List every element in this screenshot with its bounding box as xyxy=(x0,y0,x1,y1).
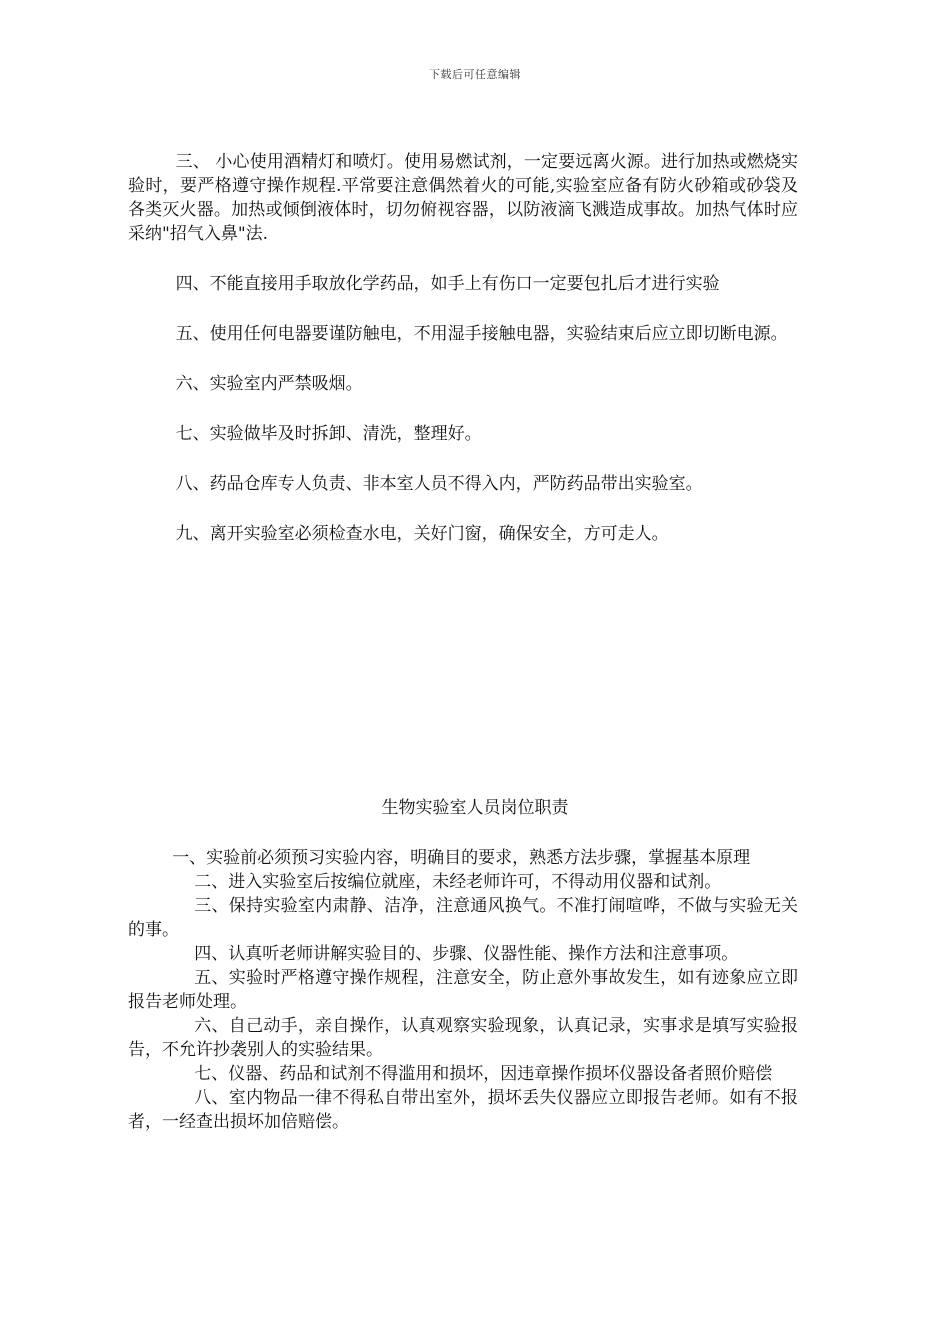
rule-item-3: 三、 小心使用酒精灯和喷灯。使用易燃试剂，一定要远离火源。进行加热或燃烧实验时，要严格遵守操作规程.平常要注意偶然着火的可能,实验室应备有防火砂箱或砂袋及各类灭火器。加热或倾倒液体时，切勿俯视容器，以防液滴飞溅造成事故。加热气体时应采纳"招气入鼻"法. xyxy=(128,152,798,244)
duty-item-2: 二、进入实验室后按编位就座，未经老师许可，不得动用仪器和试剂。 xyxy=(194,872,722,892)
duty-item-8: 八、室内物品一律不得私自带出室外，损坏丢失仪器应立即报告老师。如有不报者，一经查出损坏加倍赔偿。 xyxy=(128,1088,798,1132)
rule-item-7: 七、实验做毕及时拆卸、清洗，整理好。 xyxy=(175,424,482,444)
duty-item-6: 六、自己动手，亲自操作，认真观察实验现象，认真记录，实事求是填写实验报告，不允许抄袭别人的实验结果。 xyxy=(128,1016,798,1060)
duty-item-3: 三、保持实验室内肃静、洁净，注意通风换气。不准打闹喧哗，不做与实验无关的事。 xyxy=(128,896,798,940)
rule-item-9: 九、离开实验室必须检查水电，关好门窗，确保安全，方可走人。 xyxy=(175,524,669,544)
lab-rules-list xyxy=(128,150,798,572)
duty-item-1: 一、实验前必须预习实验内容，明确目的要求，熟悉方法步骤，掌握基本原理 xyxy=(172,848,751,868)
rule-item-4: 四、不能直接用手取放化学药品，如手上有伤口一定要包扎后才进行实验 xyxy=(175,274,720,294)
rule-item-6: 六、实验室内严禁吸烟。 xyxy=(175,374,363,394)
duty-item-4: 四、认真听老师讲解实验目的、步骤、仪器性能、操作方法和注意事项。 xyxy=(194,944,739,964)
rule-item-5: 五、使用任何电器要谨防触电，不用湿手接触电器，实验结束后应立即切断电源。 xyxy=(175,324,788,344)
duties-list xyxy=(128,846,798,1134)
duty-item-7: 七、仪器、药品和试剂不得滥用和损坏，因违章操作损坏仪器设备者照价赔偿 xyxy=(194,1064,773,1084)
section-title: 生物实验室人员岗位职责 xyxy=(381,798,569,818)
rule-item-8: 八、药品仓库专人负责、非本室人员不得入内，严防药品带出实验室。 xyxy=(175,474,703,494)
duty-item-5: 五、实验时严格遵守操作规程，注意安全，防止意外事故发生，如有迹象应立即报告老师处理。 xyxy=(128,968,798,1012)
page-header-note: 下载后可任意编辑 xyxy=(429,68,521,81)
